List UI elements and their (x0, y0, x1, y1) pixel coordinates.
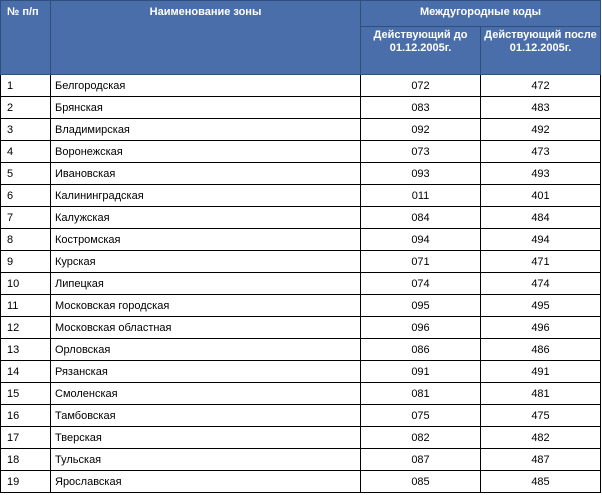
table-row (1, 141, 601, 163)
code-after-cell: 475 (481, 405, 601, 427)
zone-name-cell: Липецкая (51, 273, 361, 295)
table-row (1, 295, 601, 317)
code-before-cell: 011 (361, 185, 481, 207)
table-row (1, 361, 601, 383)
code-after-cell: 401 (481, 185, 601, 207)
code-after-cell: 483 (481, 97, 601, 119)
table-row (1, 251, 601, 273)
row-number-cell: 1 (1, 75, 51, 97)
code-after-cell: 471 (481, 251, 601, 273)
row-number-cell: 4 (1, 141, 51, 163)
code-before-cell: 073 (361, 141, 481, 163)
table-row (1, 273, 601, 295)
code-before-cell: 095 (361, 295, 481, 317)
header-num: № п/п (1, 1, 51, 75)
code-before-cell: 071 (361, 251, 481, 273)
code-before-cell: 084 (361, 207, 481, 229)
row-number-cell: 13 (1, 339, 51, 361)
code-after-cell: 495 (481, 295, 601, 317)
code-before-cell: 093 (361, 163, 481, 185)
table-row (1, 207, 601, 229)
code-before-cell: 094 (361, 229, 481, 251)
zone-name-cell: Ярославская (51, 471, 361, 493)
code-before-cell: 083 (361, 97, 481, 119)
zone-name-cell: Тверская (51, 427, 361, 449)
zone-name-cell: Костромская (51, 229, 361, 251)
header-code-before: Действующий до 01.12.2005г. (361, 27, 481, 75)
row-number-cell: 7 (1, 207, 51, 229)
table-row (1, 119, 601, 141)
zone-name-cell: Воронежская (51, 141, 361, 163)
table-row (1, 339, 601, 361)
zone-name-cell: Тульская (51, 449, 361, 471)
code-after-cell: 473 (481, 141, 601, 163)
zone-name-cell: Орловская (51, 339, 361, 361)
row-number-cell: 9 (1, 251, 51, 273)
row-number-cell: 19 (1, 471, 51, 493)
row-number-cell: 10 (1, 273, 51, 295)
code-before-cell: 096 (361, 317, 481, 339)
code-after-cell: 496 (481, 317, 601, 339)
zone-name-cell: Белгородская (51, 75, 361, 97)
table-row (1, 97, 601, 119)
row-number-cell: 11 (1, 295, 51, 317)
table-header (1, 1, 601, 75)
table-row (1, 229, 601, 251)
row-number-cell: 5 (1, 163, 51, 185)
row-number-cell: 15 (1, 383, 51, 405)
code-after-cell: 482 (481, 427, 601, 449)
code-after-cell: 472 (481, 75, 601, 97)
code-before-cell: 086 (361, 339, 481, 361)
code-before-cell: 082 (361, 427, 481, 449)
table-row (1, 427, 601, 449)
row-number-cell: 12 (1, 317, 51, 339)
code-after-cell: 481 (481, 383, 601, 405)
header-code-after: Действующий после 01.12.2005г. (481, 27, 601, 75)
zone-name-cell: Калининградская (51, 185, 361, 207)
zone-name-cell: Рязанская (51, 361, 361, 383)
code-before-cell: 091 (361, 361, 481, 383)
table-row (1, 75, 601, 97)
zone-name-cell: Курская (51, 251, 361, 273)
code-before-cell: 074 (361, 273, 481, 295)
code-before-cell: 075 (361, 405, 481, 427)
table-row (1, 405, 601, 427)
code-after-cell: 486 (481, 339, 601, 361)
code-after-cell: 474 (481, 273, 601, 295)
code-before-cell: 092 (361, 119, 481, 141)
row-number-cell: 18 (1, 449, 51, 471)
row-number-cell: 16 (1, 405, 51, 427)
row-number-cell: 17 (1, 427, 51, 449)
table-row (1, 185, 601, 207)
zone-name-cell: Владимирская (51, 119, 361, 141)
row-number-cell: 8 (1, 229, 51, 251)
row-number-cell: 3 (1, 119, 51, 141)
zone-name-cell: Московская областная (51, 317, 361, 339)
code-after-cell: 485 (481, 471, 601, 493)
code-after-cell: 493 (481, 163, 601, 185)
table-row (1, 449, 601, 471)
code-after-cell: 487 (481, 449, 601, 471)
code-after-cell: 491 (481, 361, 601, 383)
code-before-cell: 087 (361, 449, 481, 471)
row-number-cell: 6 (1, 185, 51, 207)
header-zone-name: Наименование зоны (51, 1, 361, 75)
table-row (1, 163, 601, 185)
code-before-cell: 072 (361, 75, 481, 97)
header-intercity-codes: Междугородные коды (361, 1, 601, 27)
row-number-cell: 14 (1, 361, 51, 383)
code-after-cell: 494 (481, 229, 601, 251)
table-row (1, 317, 601, 339)
zone-name-cell: Смоленская (51, 383, 361, 405)
table-row (1, 383, 601, 405)
code-before-cell: 081 (361, 383, 481, 405)
zone-name-cell: Московская городская (51, 295, 361, 317)
table-body (1, 75, 601, 493)
zone-name-cell: Брянская (51, 97, 361, 119)
code-before-cell: 085 (361, 471, 481, 493)
zone-name-cell: Калужская (51, 207, 361, 229)
zone-name-cell: Тамбовская (51, 405, 361, 427)
code-after-cell: 492 (481, 119, 601, 141)
code-after-cell: 484 (481, 207, 601, 229)
table-row (1, 471, 601, 493)
zone-name-cell: Ивановская (51, 163, 361, 185)
row-number-cell: 2 (1, 97, 51, 119)
